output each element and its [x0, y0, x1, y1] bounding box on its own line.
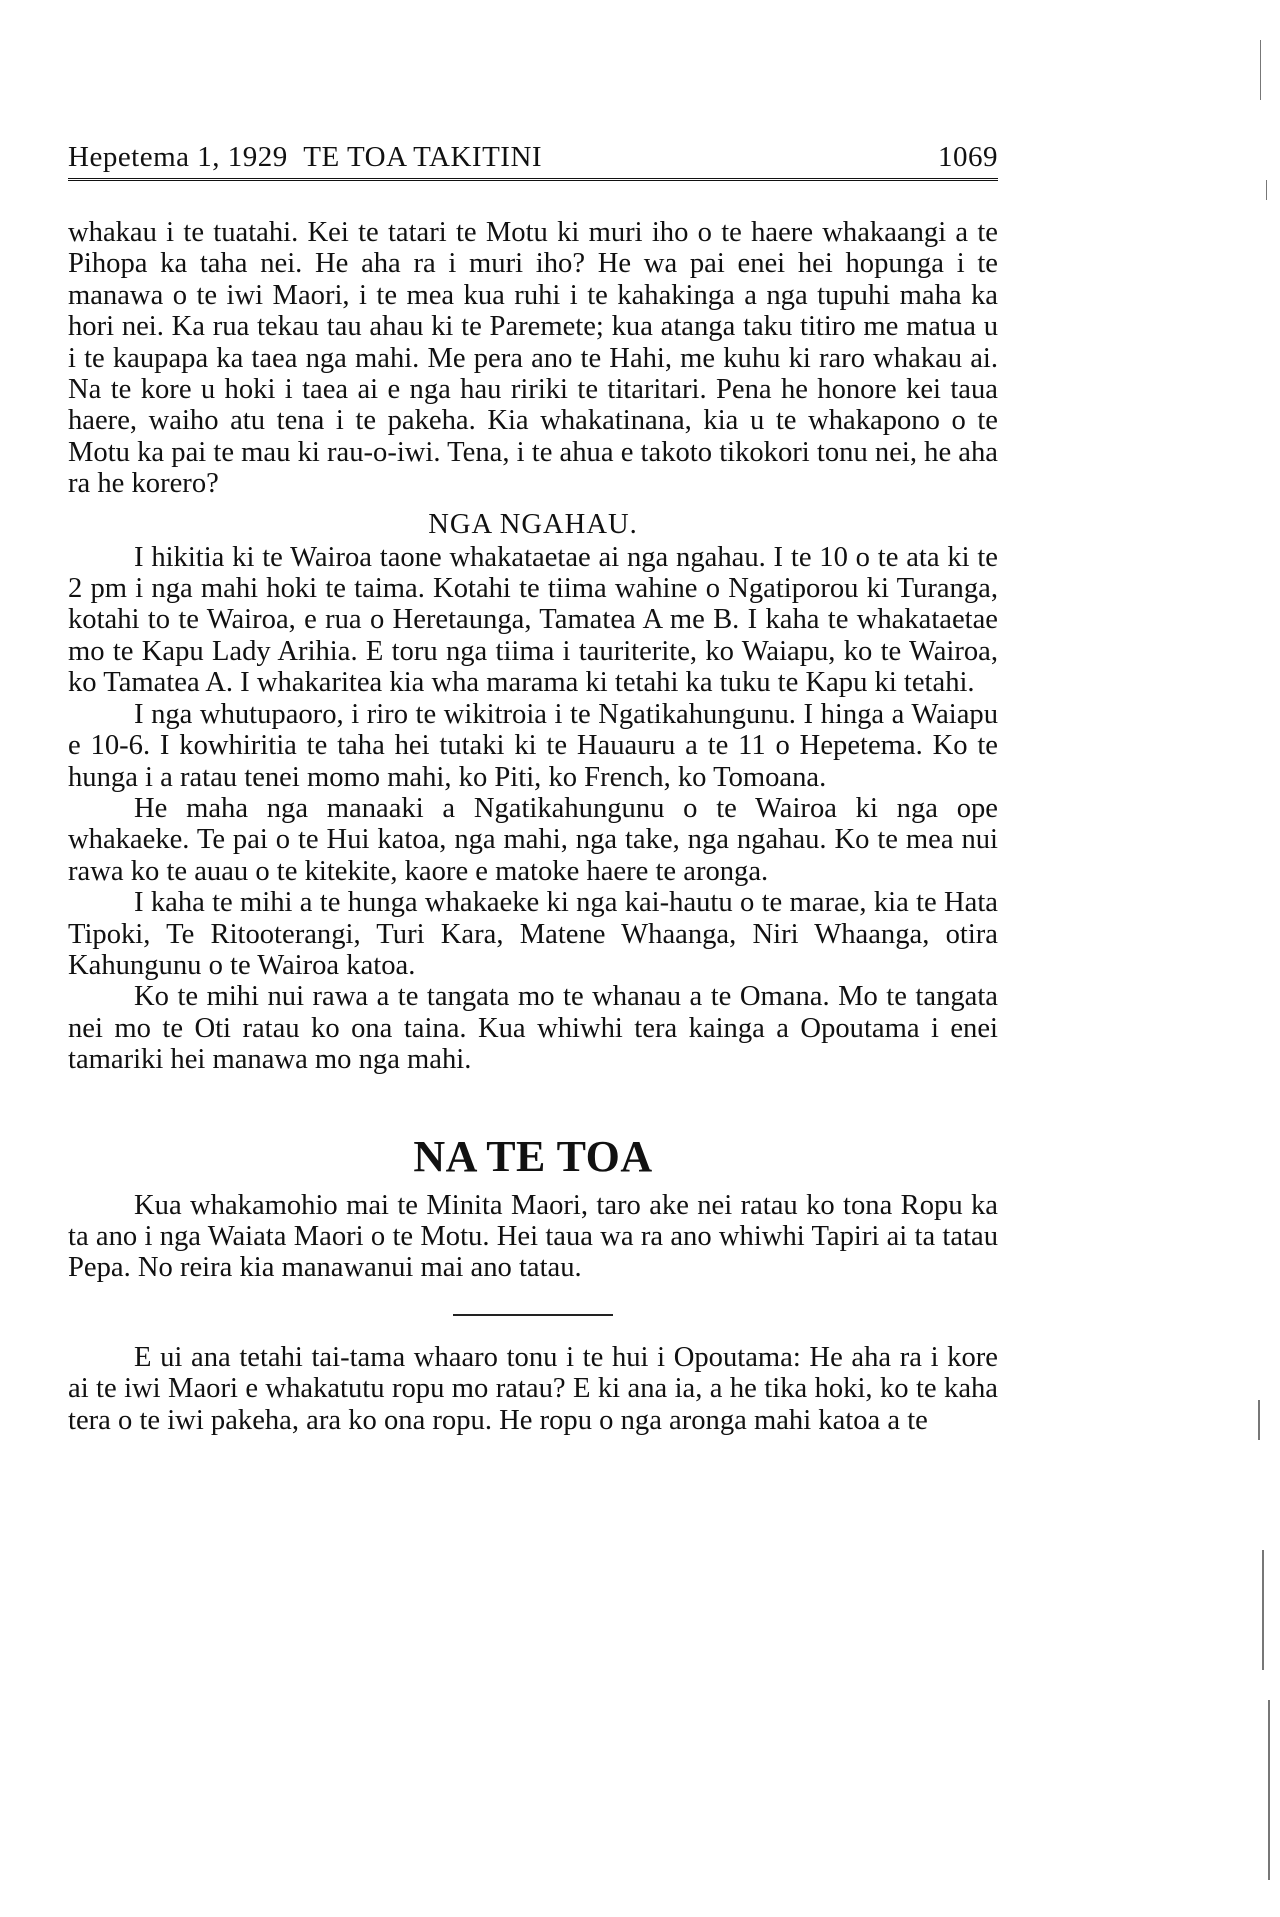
issue-date: Hepetema 1, 1929	[68, 141, 288, 173]
section-heading-nga-ngahau: NGA NGAHAU.	[428, 508, 638, 540]
toa-paragraph-1: Kua whakamohio mai te Minita Maori, taro ake nei ratau ko tona Ropu ka ta ano i nga Waiata Maori o te Motu. Hei taua wa ra ano whiwhi Tapiri ai ta tatau Pepa. No reira kia manawanui mai ano tatau.	[68, 1189, 998, 1284]
running-head-left	[68, 141, 542, 174]
ngahau-paragraph-2: I nga whutupaoro, i riro te wikitroia i te Ngatikahungunu. I hinga a Waiapu e 10-6. I kowhiritia te taha hei tutaki ki te Hauauru a te 11 o Hepetema. Ko te hunga i a ratau tenei momo mahi, ko Piti, ko French, ko Tomoana.	[68, 698, 998, 793]
section-heading-na-te-toa: NA TE TOA	[413, 1131, 653, 1181]
ngahau-paragraph-1: I hikitia ki te Wairoa taone whakataetae ai nga ngahau. I te 10 o te ata ki te 2 pm i nga mahi hoki te taima. Kotahi te tiima wahine o Ngatiporou ki Turanga, kotahi to te Wairoa, e rua o Heretaunga, Tamatea A me B. I kaha te whakataetae mo te Kapu Lady Arihia. E toru nga tiima i tauriterite, ko Waiapu, ko te Wairoa, ko Tamatea A. I whakaritea kia wha marama ki tetahi ka tuku te Kapu ki tetahi.	[68, 541, 998, 699]
ngahau-paragraph-4: I kaha te mihi a te hunga whakaeke ki nga kai-hautu o te marae, kia te Hata Tipoki, Te Ritooterangi, Turi Kara, Matene Whaanga, Niri Whaanga, otira Kahungunu o te Wairoa katoa.	[68, 887, 998, 981]
running-head	[68, 130, 998, 181]
section-divider	[453, 1314, 613, 1316]
scan-margin-marks	[1240, 0, 1280, 1917]
page-number: 1069	[938, 141, 998, 173]
ngahau-paragraph-3: He maha nga manaaki a Ngatikahungunu o te Wairoa ki nga ope whakaeke. Te pai o te Hui katoa, nga mahi, nga take, nga ngahau. Ko te mea nui rawa ko te auau o te kitekite, kaore e matoke haere te aronga.	[68, 792, 998, 887]
journal-title: TE TOA TAKITINI	[303, 141, 543, 173]
intro-paragraph: whakau i te tuatahi. Kei te tatari te Motu ki muri iho o te haere whakaangi a te Pihopa ka taha nei. He aha ra i muri iho? He wa pai enei hei hopunga i te manawa o te iwi Maori, i te mea kua ruhi i te kahakinga a nga tupuhi maha ka hori nei. Ka rua tekau tau ahau ki te Paremete; kua atanga taku titiro me matua u i te kaupapa ka taea nga mahi. Me pera ano te Hahi, me kuhu ki raro whakau ai. Na te kore u hoki i taea ai e nga hau ririki te titaritari. Pena he honore kei taua haere, waiho atu tena i te pakeha. Kia whakatinana, kia u te whakapono o te Motu ka pai te mau ki rau-o-iwi. Tena, i te ahua e takoto tikokori tonu nei, he aha ra he korero?	[68, 217, 998, 500]
ngahau-paragraph-5: Ko te mihi nui rawa a te tangata mo te whanau a te Omana. Mo te tangata nei mo te Oti ratau ko ona taina. Kua whiwhi tera kainga a Opoutama i enei tamariki hei manawa mo nga mahi.	[68, 981, 998, 1076]
page	[68, 130, 998, 1436]
closing-paragraph: E ui ana tetahi tai-tama whaaro tonu i te hui i Opoutama: He aha ra i kore ai te iwi Maori e whakatutu ropu mo ratau? E ki ana ia, a he tika hoki, ko te kaha tera o te iwi pakeha, ara ko ona ropu. He ropu o nga aronga mahi katoa a te	[68, 1341, 998, 1436]
